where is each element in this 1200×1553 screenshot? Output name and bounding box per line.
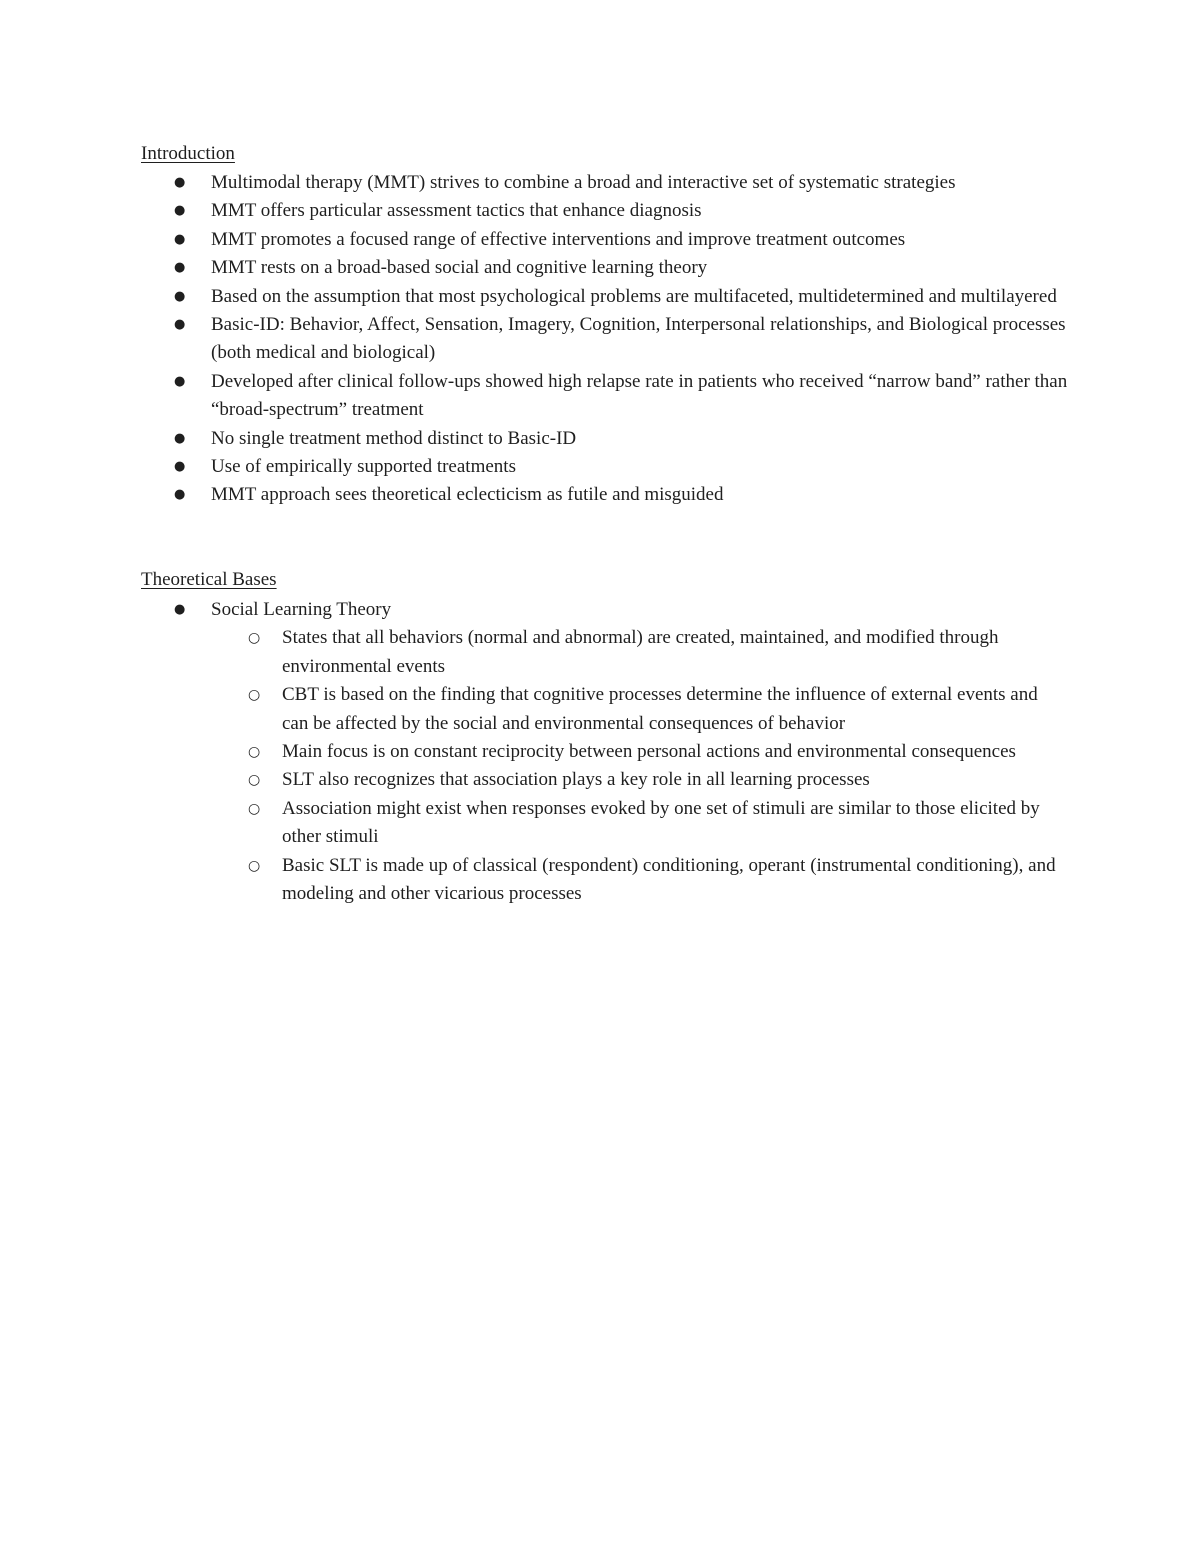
list-item — [0, 425, 1071, 453]
list-item — [0, 453, 1071, 481]
list-item-text: MMT offers particular assessment tactics that enhance diagnosis — [211, 200, 702, 222]
bullet-marker: ● — [174, 203, 186, 219]
bullet-marker: ● — [174, 175, 186, 190]
sub-bullet-marker: ○ — [248, 687, 261, 704]
section-heading-introduction: Introduction — [141, 143, 235, 164]
list-item-text: Developed after clinical follow-ups showed high relapse rate in patients who received “narrow band” rather than “broad-spectrum” treatment — [211, 370, 1068, 421]
theoretical-bases-list — [0, 596, 1071, 908]
list-item — [0, 311, 1071, 368]
list-item-text: Use of empirically supported treatments — [211, 456, 516, 478]
introduction-list — [0, 169, 1071, 510]
sub-bullet-marker: ○ — [248, 772, 261, 789]
bullet-marker: ● — [174, 231, 186, 247]
list-item — [0, 197, 1071, 225]
bullet-marker: ● — [174, 317, 186, 333]
sub-list-item — [0, 738, 1071, 766]
sub-list-item — [0, 681, 1071, 738]
sub-bullet-marker: ○ — [248, 857, 261, 874]
list-item-text: MMT rests on a broad-based social and cognitive learning theory — [211, 257, 708, 279]
social-learning-theory-sublist — [0, 624, 1071, 908]
list-item-text: No single treatment method distinct to Basic-ID — [211, 427, 577, 449]
sub-list-item — [0, 624, 1071, 681]
sub-list-item-text: CBT is based on the finding that cognitive processes determine the influence of external events and can be affected by the social and environmental consequences of behavior — [282, 684, 1038, 734]
sub-list-item — [0, 852, 1071, 909]
section-heading-theoretical-bases: Theoretical Bases — [141, 569, 277, 590]
list-item — [0, 596, 1071, 908]
bullet-marker: ● — [174, 602, 186, 617]
sub-list-item-text: Basic SLT is made up of classical (respondent) conditioning, operant (instrumental conditioning), and modeling and other vicarious processes — [282, 854, 1056, 905]
bullet-marker: ● — [174, 260, 186, 276]
list-item-text: Basic-ID: Behavior, Affect, Sensation, Imagery, Cognition, Interpersonal relationships, and Biological processes (both medical and biological) — [211, 314, 1066, 364]
sub-list-item — [0, 795, 1071, 852]
sub-list-item-text: Main focus is on constant reciprocity between personal actions and environmental consequences — [282, 741, 1016, 763]
list-item — [0, 169, 1071, 197]
list-item — [0, 481, 1071, 509]
list-item-text: MMT promotes a focused range of effective interventions and improve treatment outcomes — [211, 228, 906, 250]
sub-bullet-marker: ○ — [248, 630, 261, 647]
bullet-marker: ● — [174, 373, 186, 389]
list-item-text: Based on the assumption that most psychological problems are multifaceted, multidetermined and multilayered — [211, 285, 1057, 307]
list-item-text: Social Learning Theory — [211, 599, 392, 620]
list-item-text: MMT approach sees theoretical eclecticism as futile and misguided — [211, 484, 724, 506]
sub-list-item-text: States that all behaviors (normal and abnormal) are created, maintained, and modified through environmental events — [282, 627, 999, 677]
list-item-text: Multimodal therapy (MMT) strives to combine a broad and interactive set of systematic strategies — [211, 172, 956, 193]
sub-list-item — [0, 766, 1071, 794]
list-item — [0, 254, 1071, 282]
sub-list-item-text: SLT also recognizes that association plays a key role in all learning processes — [282, 769, 870, 791]
bullet-marker: ● — [174, 459, 186, 475]
list-item — [0, 283, 1071, 311]
list-item — [0, 226, 1071, 254]
sub-bullet-marker: ○ — [248, 744, 261, 761]
sub-list-item-text: Association might exist when responses evoked by one set of stimuli are similar to those elicited by other stimuli — [282, 797, 1040, 848]
bullet-marker: ● — [174, 487, 186, 503]
sub-bullet-marker: ○ — [248, 800, 261, 817]
list-item — [0, 368, 1071, 425]
bullet-marker: ● — [174, 430, 186, 446]
bullet-marker: ● — [174, 288, 186, 304]
